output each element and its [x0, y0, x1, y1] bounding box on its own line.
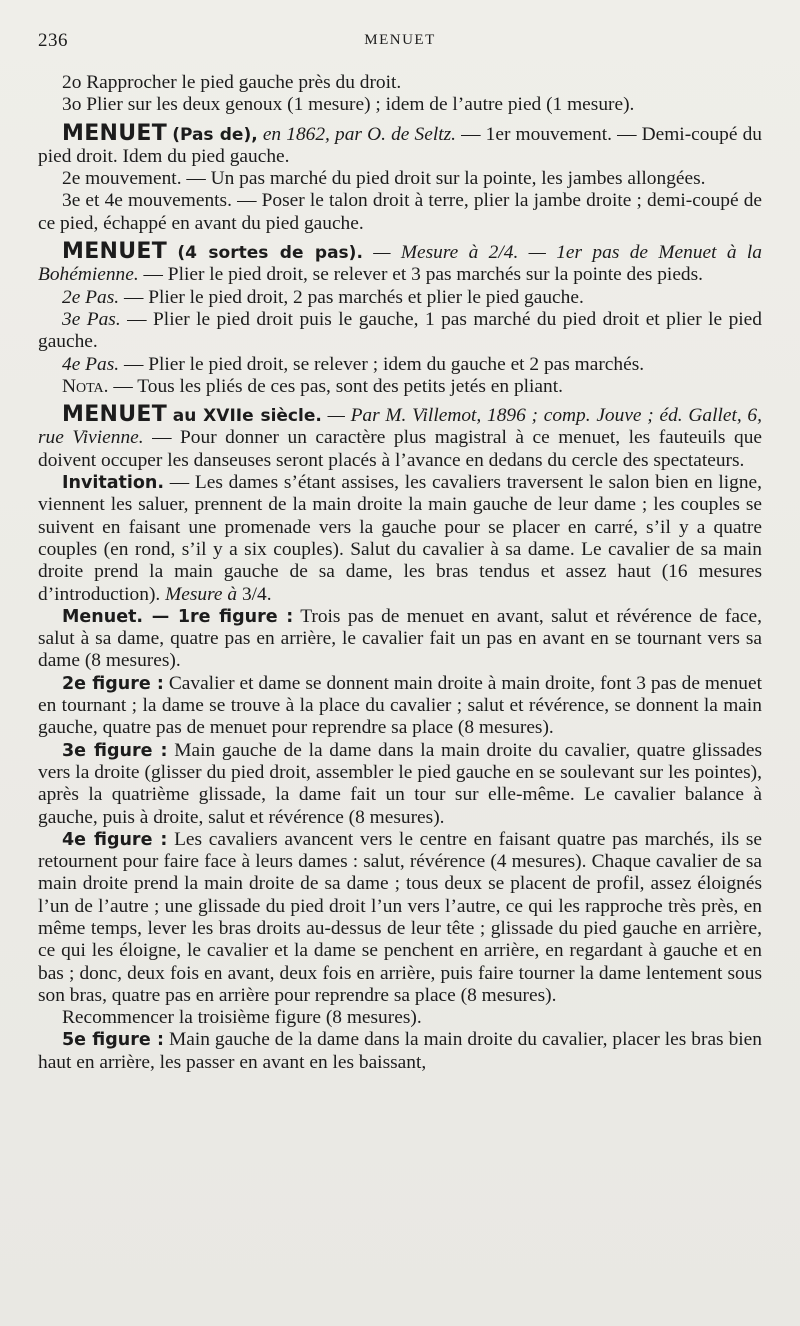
paragraph	[38, 309, 762, 354]
paragraph: Recommencer la troisième figure (8 mesures).	[62, 1007, 422, 1029]
section-text: — Les dames s’étant assises, les cavaliers traversent le salon bien en ligne, viennent les saluer, prennent de la main droite la main gauche de leur dame ; les couples se suivent en faisant une promenade vers la gauche pour se placer en carré, s’il y a quatre couples (en rond, s’il y a six couples). Salut du cavalier à sa dame. Le cavalier de sa main droite prend la main gauche de sa dame, les bras tendus et assez haut (16 mesures d’introduction).	[38, 472, 762, 605]
figure-label: 5e figure :	[62, 1030, 164, 1051]
paragraph: 3o Plier sur les deux genoux (1 mesure) ; idem de l’autre pied (1 mesure).	[62, 94, 635, 116]
entry-text: — Pour donner un caractère plus magistral à ce menuet, les fauteuils que doivent occuper les danseuses seront placés à l’avance en dedans du cercle des spectateurs.	[38, 427, 762, 471]
paragraph	[38, 287, 762, 309]
figure-1-paragraph	[38, 606, 762, 673]
figure-text: Cavalier et dame se donnent main droite à main droite, font 3 pas de menuet en tournant ; la dame se trouve à la place du cavalier ; salut et révérence, se donnent la main gauche, quatre pas de menuet pour reprendre sa place (8 mesures).	[38, 672, 762, 739]
running-title: MENUET	[364, 32, 436, 48]
step-label: 2e Pas.	[62, 286, 120, 308]
entry-subheading: (4 sortes de pas).	[177, 243, 363, 264]
step-text: — Plier le pied droit puis le gauche, 1 pas marché du pied droit et plier le pied gauche.	[38, 308, 762, 353]
entry-menuet-pas-de	[38, 120, 762, 169]
measure-label: Mesure à	[165, 583, 238, 605]
entry-subheading: (Pas de),	[172, 124, 258, 145]
entry-citation: en 1862, par O. de Seltz.	[262, 123, 456, 145]
paragraph: 3e et 4e mouvements. — Poser le talon droit à terre, plier la jambe droite ; demi-coupé de ce pied, échappé en avant du pied gauche.	[38, 190, 762, 234]
entry-subheading: au XVIIe siècle.	[172, 406, 322, 427]
entry-heading: MENUET	[62, 402, 168, 428]
section-label: Invitation.	[62, 473, 165, 494]
figure-4-paragraph	[38, 829, 762, 1007]
body-text	[38, 72, 762, 1074]
figure-3-paragraph	[38, 740, 762, 829]
invitation-paragraph	[38, 472, 762, 606]
figure-5-paragraph	[38, 1029, 762, 1074]
entry-heading: MENUET	[62, 239, 168, 265]
note-label: Nota.	[62, 375, 109, 397]
figure-label: 3e figure :	[62, 740, 168, 761]
note-paragraph	[38, 376, 762, 398]
paragraph: 2e mouvement. — Un pas marché du pied droit sur la pointe, les jambes allongées.	[62, 168, 706, 190]
paragraph: 2o Rapprocher le pied gauche près du droit.	[62, 72, 402, 93]
figure-text: Les cavaliers avancent vers le centre en faisant quatre pas marchés, ils se retournent pour faire face à leurs dames : salut, révérence (4 mesures). Chaque cavalier de sa main droite prend la main droite de sa dame ; tous deux se placent de profil, assez éloignés l’un de l’autre ; une glissade du pied droit l’un vers l’autre, ce qui les rapproche très près, en même temps, lever les bras droits au-dessus de leur tête ; glissade du pied gauche en arrière, ce qui les éloigne, le cavalier et la dame se penchent en arrière, en regardant à gauche et en bas ; donc, deux fois en avant, deux fois en arrière, puis faire tourner la dame lentement sous son bras, quatre pas en arrière pour reprendre sa place (8 mesures).	[38, 828, 762, 1006]
entry-citation: — Par M. Villemot, 1896 ; comp. Jouve ; éd. Gallet, 6, rue Vivienne.	[38, 405, 762, 449]
figure-label: 4e figure :	[62, 829, 168, 850]
figure-2-paragraph	[38, 673, 762, 740]
entry-text: — 1er mouvement. — Demi-coupé du pied droit. Idem du pied gauche.	[38, 123, 762, 167]
entry-citation: — Mesure à 2/4. — 1er pas de Menuet à la Bohémienne.	[38, 242, 762, 286]
step-text: — Plier le pied droit, 2 pas marchés et plier le pied gauche.	[123, 286, 584, 308]
step-label: 4e Pas.	[62, 353, 120, 375]
entry-text: — Plier le pied droit, se relever et 3 pas marchés sur la pointe des pieds.	[143, 264, 704, 286]
entry-heading: MENUET	[62, 120, 168, 146]
paragraph	[38, 354, 762, 376]
note-text: — Tous les pliés de ces pas, sont des petits jetés en pliant.	[113, 375, 563, 397]
measure-value: 3/4.	[241, 583, 272, 605]
figure-text: Main gauche de la dame dans la main droite du cavalier, quatre glissades vers la droite (glisser du pied droit, assembler le pied gauche en se soulevant sur les pointes), après la quatrième glissade, la dame fait un tour sur elle-même. Le cavalier balance à gauche, puis à droite, salut et révérence (8 mesures).	[38, 739, 762, 828]
figure-text: Trois pas de menuet en avant, salut et révérence de face, salut à sa dame, quatre pas en arrière, le cavalier fait un pas en avant en se tournant vers sa dame (8 mesures).	[38, 605, 762, 672]
step-text: — Plier le pied droit, se relever ; idem du gauche et 2 pas marchés.	[123, 353, 645, 375]
entry-menuet-4-sortes	[38, 241, 762, 287]
page-number: 236	[38, 30, 68, 51]
entry-menuet-xviie	[38, 404, 762, 472]
figure-label: Menuet. — 1re figure :	[62, 606, 294, 627]
figure-label: 2e figure :	[62, 673, 164, 694]
step-label: 3e Pas.	[62, 308, 121, 330]
figure-text: Main gauche de la dame dans la main droite du cavalier, placer les bras bien haut en arrière, les passer en avant en les baissant,	[38, 1029, 762, 1073]
